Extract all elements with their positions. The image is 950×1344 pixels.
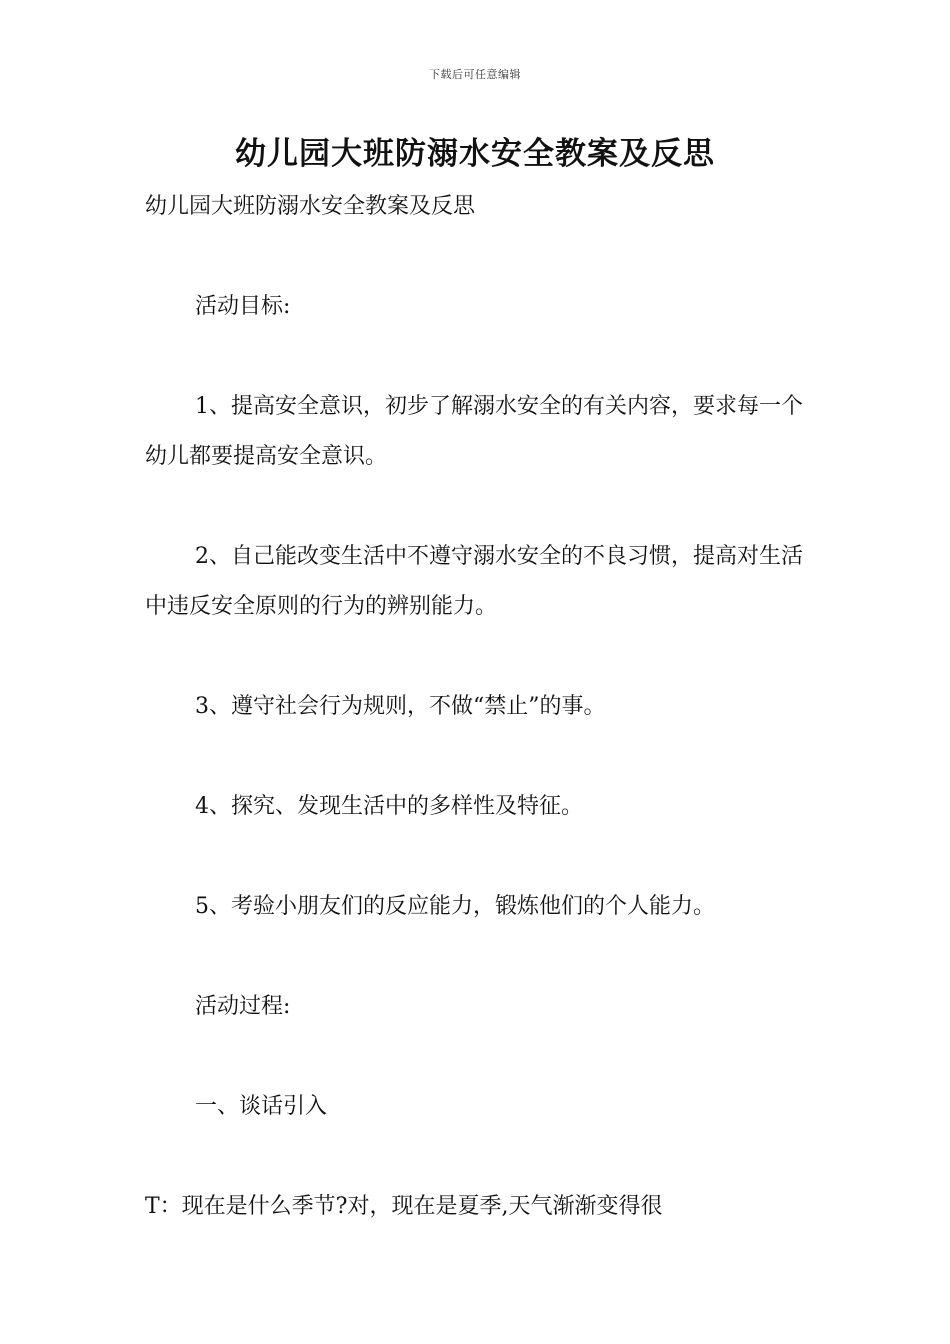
goal-item-2: 2、自己能改变生活中不遵守溺水安全的不良习惯，提高对生活中违反安全原则的行为的辨别能力。 bbox=[145, 544, 803, 619]
process-step-heading: 一、谈话引入 bbox=[195, 1094, 328, 1119]
subtitle-paragraph: 幼儿园大班防溺水安全教案及反思 bbox=[145, 194, 476, 219]
section-heading-process: 活动过程: bbox=[195, 994, 291, 1019]
section-heading-goals: 活动目标: bbox=[195, 294, 291, 319]
goal-item-4: 4、探究、发现生活中的多样性及特征。 bbox=[195, 794, 583, 819]
goal-item-1: 1、提高安全意识，初步了解溺水安全的有关内容，要求每一个幼儿都要提高安全意识。 bbox=[145, 394, 803, 469]
document-body bbox=[145, 182, 810, 1232]
document-title: 幼儿园大班防溺水安全教案及反思 bbox=[235, 136, 715, 172]
goal-item-3: 3、遵守社会行为规则，不做“禁止”的事。 bbox=[195, 694, 606, 719]
goal-item-5: 5、考验小朋友们的反应能力，锻炼他们的个人能力。 bbox=[195, 894, 715, 919]
header-note: 下载后可任意编辑 bbox=[429, 68, 521, 81]
dialogue-paragraph: T：现在是什么季节?对，现在是夏季,天气渐渐变得很 bbox=[145, 1194, 663, 1219]
